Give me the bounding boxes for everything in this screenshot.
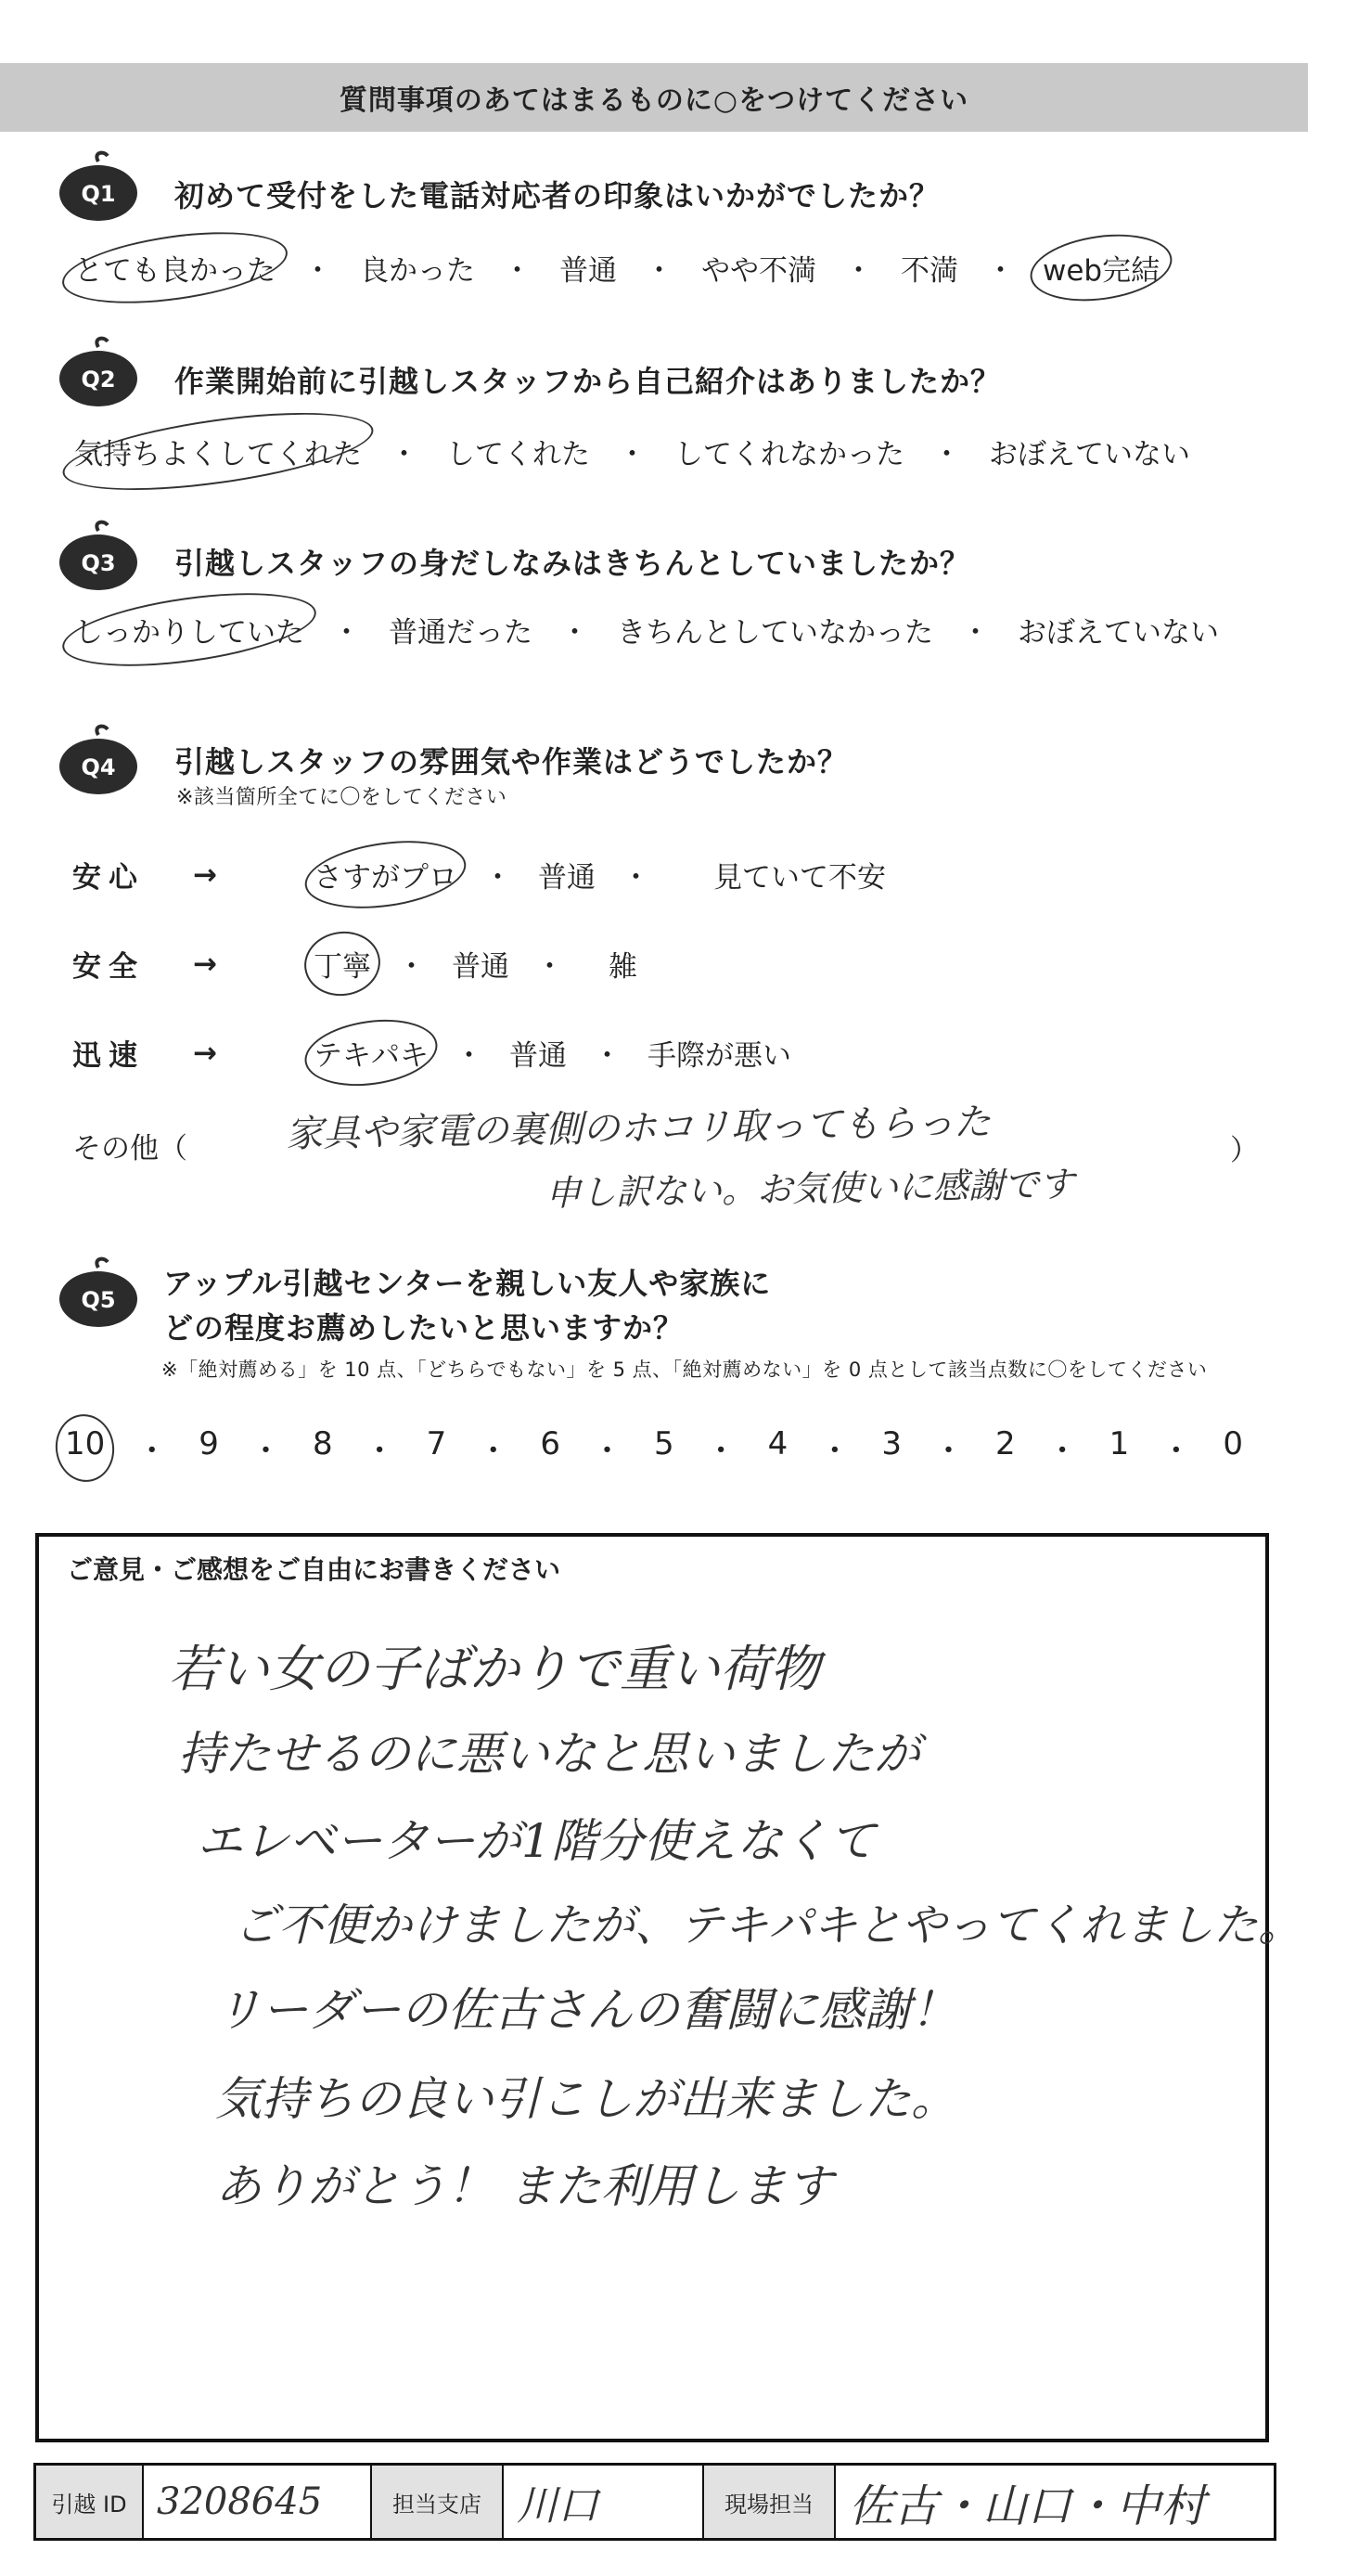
q5-score-0[interactable]: 0 <box>1223 1425 1243 1462</box>
arrow-icon: → <box>193 947 217 981</box>
q2-option-1[interactable]: 気持ちよくしてくれた <box>71 431 365 472</box>
comments-title: ご意見・ご感想をご自由にお書きください <box>67 1554 561 1585</box>
q4-category-jinsoku: 迅速 <box>72 1039 145 1073</box>
q5-badge-label: Q5 <box>81 1287 116 1313</box>
instructions-title: 質問事項のあてはまるものに○をつけてください <box>339 84 969 117</box>
q4-jinsoku-option-1[interactable]: テキパキ <box>314 1032 429 1074</box>
comment-line-4: ご不便かけましたが、テキパキとやってくれました。 <box>234 1900 1303 1951</box>
q3-option-3[interactable]: きちんとしていなかった <box>617 616 933 650</box>
q2-option-2[interactable]: してくれた <box>446 438 590 471</box>
q1-title: 初めて受付をした電話対応者の印象はいかがでしたか？ <box>174 178 941 213</box>
q4-anzen-option-3[interactable]: 雑 <box>609 950 637 984</box>
q5-note: ※「絶対薦める」を 10 点、「どちらでもない」を 5 点、「絶対薦めない」を 0 点として該当点数に〇をしてください <box>161 1359 1208 1381</box>
arrow-icon: → <box>193 857 217 892</box>
arrow-icon: → <box>193 1036 217 1070</box>
move-id-value[interactable]: 3208645 <box>144 2466 372 2538</box>
footer-table <box>33 2463 1276 2541</box>
q1-option-4[interactable]: やや不満 <box>701 254 816 288</box>
q3-option-1[interactable]: しっかりしていた <box>71 609 308 650</box>
comment-line-3: エレベーターが1階分使えなくて <box>197 1814 876 1868</box>
staff-label: 現場担当 <box>704 2466 836 2538</box>
q5-score-scale: 10 ・ 9 ・ 8 ・ 7 ・ 6 ・ 5 ・ 4 ・ 3 ・ 2 ・ 1 ・ 0 <box>65 1425 1243 1470</box>
q1-option-1[interactable]: とても良かった <box>71 247 279 289</box>
comment-line-7: ありがとう！ また利用します <box>215 2159 833 2213</box>
q3-title: 引越しスタッフの身だしなみはきちんとしていましたか？ <box>174 546 971 581</box>
q5-score-5[interactable]: 5 <box>653 1425 674 1462</box>
q4-category-anzen: 安全 <box>72 950 145 984</box>
q4-title: 引越しスタッフの雰囲気や作業はどうでしたか？ <box>174 744 849 779</box>
branch-value[interactable]: 川口 <box>504 2466 704 2538</box>
q5-score-7[interactable]: 7 <box>426 1425 447 1462</box>
q5-badge-icon <box>56 1255 141 1329</box>
q5-score-2[interactable]: 2 <box>995 1425 1016 1462</box>
q4-other-label: その他（ <box>72 1132 187 1166</box>
q4-badge-icon <box>56 722 141 796</box>
comment-line-1: 若い女の子ばかりで重い荷物 <box>169 1640 820 1698</box>
q4-jinsoku-option-3[interactable]: 手際が悪い <box>647 1039 791 1073</box>
q4-anshin-option-3[interactable]: 見ていて不安 <box>713 861 886 895</box>
q1-option-2[interactable]: 良かった <box>360 254 475 288</box>
q2-badge-icon <box>56 334 141 408</box>
q3-options: しっかりしていた ・ 普通だった ・ きちんとしていなかった ・ おぼえていない <box>71 609 1223 650</box>
comment-line-5: リーダーの佐古さんの奮闘に感謝！ <box>215 1983 957 2037</box>
q4-anzen-option-1[interactable]: 丁寧 <box>314 943 371 985</box>
q4-badge-label: Q4 <box>81 754 116 780</box>
q4-anshin-option-1[interactable]: さすがプロ <box>314 854 457 895</box>
q3-option-4[interactable]: おぼえていない <box>1018 616 1219 650</box>
comments-box[interactable] <box>35 1533 1303 2442</box>
q5-score-4[interactable]: 4 <box>767 1425 788 1462</box>
q5-title-line-1: アップル引越センターを親しい友人や家族に <box>163 1266 772 1301</box>
q5-score-6[interactable]: 6 <box>540 1425 560 1462</box>
staff-value[interactable]: 佐古・山口・中村 <box>849 2479 1206 2532</box>
q1-badge-icon <box>56 148 141 223</box>
q4-row-anzen: 安全 → 丁寧 ・ 普通 ・ 雑 <box>72 943 637 985</box>
q4-row-jinsoku: 迅速 → テキパキ ・ 普通 ・ 手際が悪い <box>72 1032 791 1074</box>
q4-other-handwritten-line-2: 申し訳ない。お気使いに感謝です <box>545 1164 1075 1214</box>
q4-category-anshin: 安心 <box>72 861 145 895</box>
q4-other-close: ） <box>1230 1134 1259 1167</box>
q3-badge-label: Q3 <box>81 550 116 576</box>
q5-score-9[interactable]: 9 <box>199 1425 219 1462</box>
q1-options: とても良かった ・ 良かった ・ 普通 ・ やや不満 ・ 不満 ・ web完結 <box>71 247 1163 289</box>
q5-title-line-2: どの程度お薦めしたいと思いますか？ <box>163 1310 685 1346</box>
q4-anshin-option-2[interactable]: 普通 <box>538 861 596 895</box>
q4-other-handwritten-line-1: 家具や家電の裏側のホコリ取ってもらった <box>285 1101 992 1156</box>
q3-badge-icon <box>56 518 141 592</box>
q2-options: 気持ちよくしてくれた ・ してくれた ・ してくれなかった ・ おぼえていない <box>71 431 1194 472</box>
q2-badge-label: Q2 <box>81 367 116 393</box>
q2-title: 作業開始前に引越しスタッフから自己紹介はありましたか？ <box>174 364 1002 399</box>
q1-badge-label: Q1 <box>81 181 116 207</box>
comment-line-2: 持たせるのに悪いなと思いましたが <box>178 1727 920 1781</box>
q4-row-anshin: 安心 → さすがプロ ・ 普通 ・ 見ていて不安 <box>72 854 886 895</box>
instructions-header <box>0 63 1308 132</box>
q5-score-10[interactable]: 10 <box>65 1425 105 1471</box>
q5-score-8[interactable]: 8 <box>312 1425 333 1462</box>
q4-anzen-option-2[interactable]: 普通 <box>452 950 509 984</box>
branch-label: 担当支店 <box>372 2466 504 2538</box>
q1-option-5[interactable]: 不満 <box>901 254 958 288</box>
q1-option-3[interactable]: 普通 <box>559 254 617 288</box>
comment-line-6: 気持ちの良い引こしが出来ました。 <box>215 2072 957 2126</box>
q1-option-6[interactable]: web完結 <box>1039 247 1163 289</box>
q5-score-3[interactable]: 3 <box>881 1425 902 1462</box>
move-id-label: 引越 ID <box>36 2466 144 2538</box>
q2-option-3[interactable]: してくれなかった <box>674 438 904 471</box>
q5-score-1[interactable]: 1 <box>1109 1425 1130 1462</box>
q2-option-4[interactable]: おぼえていない <box>989 438 1190 471</box>
q4-note: ※該当箇所全てに〇をしてください <box>176 786 507 809</box>
q4-jinsoku-option-2[interactable]: 普通 <box>509 1039 567 1073</box>
q3-option-2[interactable]: 普通だった <box>389 616 532 650</box>
